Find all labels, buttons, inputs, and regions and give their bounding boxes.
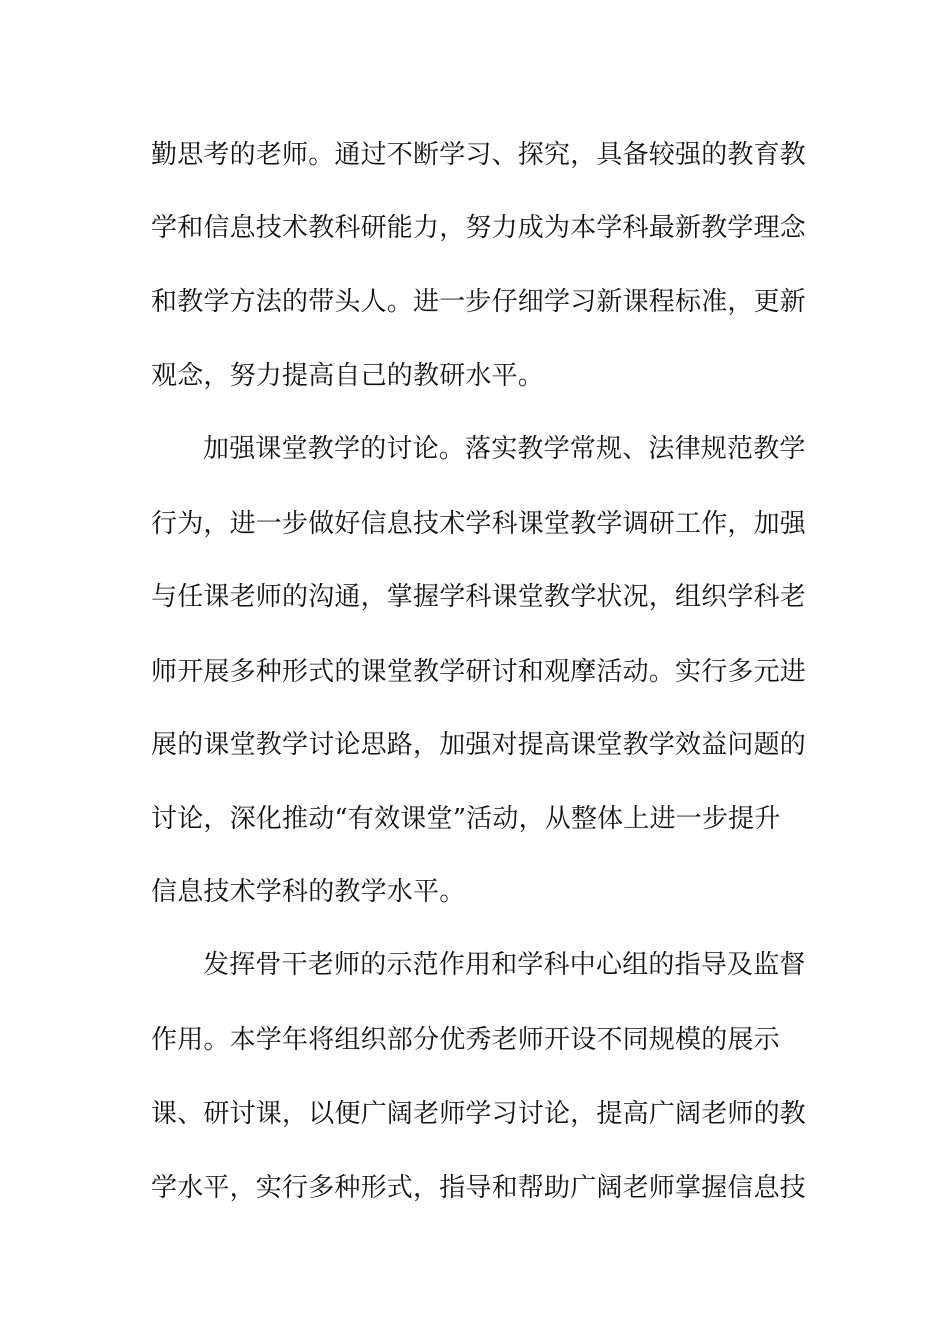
text-line: 学和信息技术教科研能力，努力成为本学科最新教学理念 bbox=[151, 213, 807, 243]
text-line: 和教学方法的带头人。进一步仔细学习新课程标准，更新 bbox=[151, 287, 807, 317]
text-line: 信息技术学科的教学水平。 bbox=[151, 877, 466, 907]
text-line: 观念，努力提高自己的教研水平。 bbox=[151, 361, 545, 391]
paragraph-first-line: 发挥骨干老师的示范作用和学科中心组的指导及监督 bbox=[203, 950, 806, 980]
text-line: 讨论，深化推动“有效课堂”活动，从整体上进一步提升 bbox=[151, 804, 781, 834]
text-line: 学水平，实行多种形式，指导和帮助广阔老师掌握信息技 bbox=[151, 1173, 807, 1203]
text-line: 课、研讨课，以便广阔老师学习讨论，提高广阔老师的教 bbox=[151, 1099, 807, 1129]
text-line: 勤思考的老师。通过不断学习、探究，具备较强的教育教 bbox=[151, 140, 807, 170]
text-line: 展的课堂教学讨论思路，加强对提高课堂教学效益问题的 bbox=[151, 730, 807, 760]
text-line: 师开展多种形式的课堂教学研讨和观摩活动。实行多元进 bbox=[151, 657, 807, 687]
paragraph-first-line: 加强课堂教学的讨论。落实教学常规、法律规范教学 bbox=[203, 434, 806, 464]
text-line: 作用。本学年将组织部分优秀老师开设不同规模的展示 bbox=[151, 1025, 780, 1055]
text-line: 与任课老师的沟通，掌握学科课堂教学状况，组织学科老 bbox=[151, 582, 807, 612]
text-line: 行为，进一步做好信息技术学科课堂教学调研工作，加强 bbox=[151, 509, 807, 539]
